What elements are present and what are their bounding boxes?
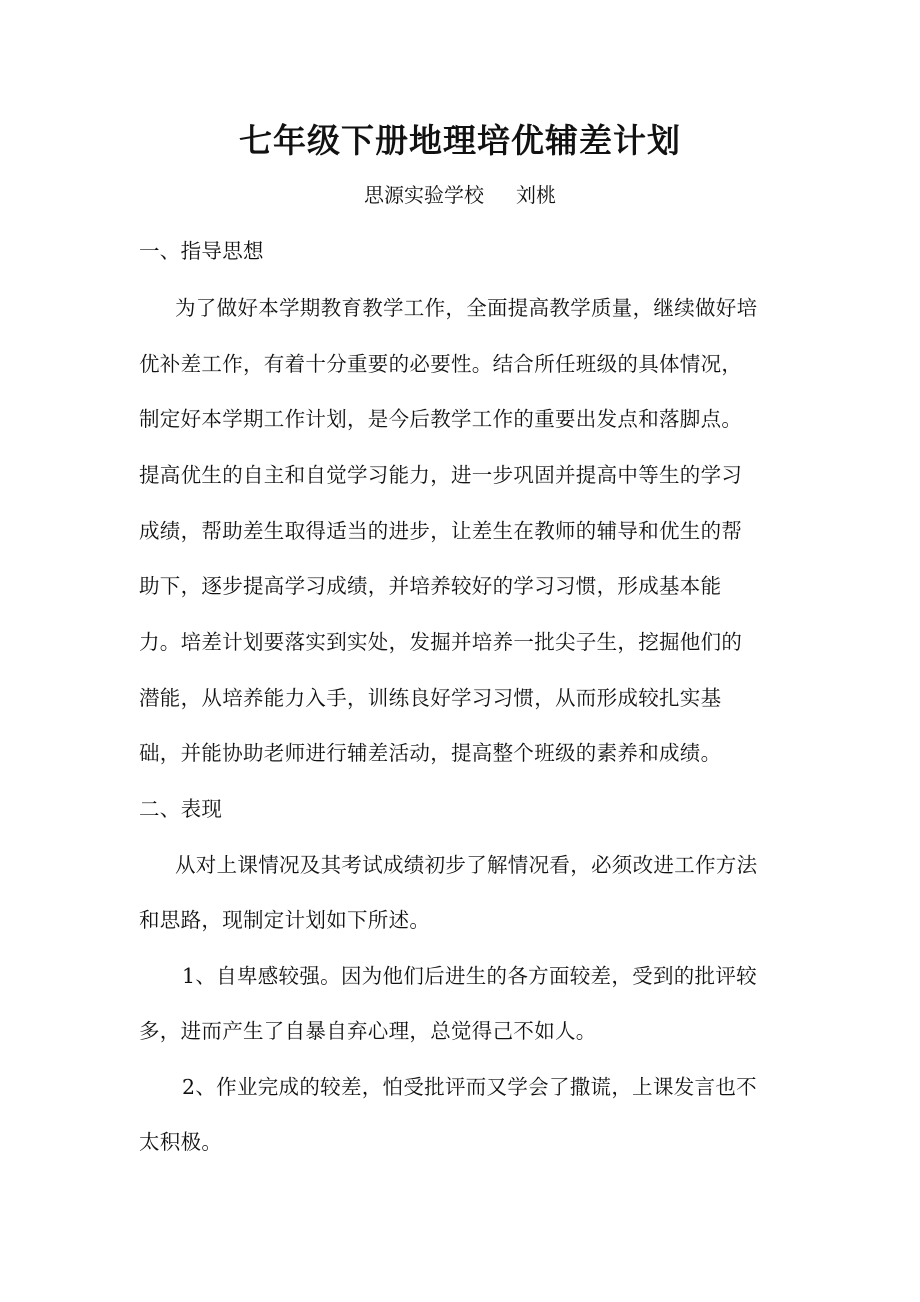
list-item-line: 太积极。 [139, 1130, 223, 1154]
paragraph-line: 成绩，帮助差生取得适当的进步，让差生在教师的辅导和优生的帮 [139, 519, 743, 543]
paragraph-line: 助下，逐步提高学习成绩，并培养较好的学习习惯，形成基本能 [139, 574, 722, 598]
list-item-line: 2、作业完成的较差，怕受批评而又学会了撒谎，上课发言也不 [182, 1075, 757, 1099]
list-item-line: 1、自卑感较强。因为他们后进生的各方面较差，受到的批评较 [182, 964, 757, 988]
paragraph-line: 础，并能协助老师进行辅差活动，提高整个班级的素养和成绩。 [139, 741, 722, 765]
list-item-line: 多，进而产生了自暴自弃心理，总觉得己不如人。 [139, 1019, 597, 1043]
paragraph-line: 和思路，现制定计划如下所述。 [139, 908, 431, 932]
paragraph-line: 为了做好本学期教育教学工作，全面提高教学质量，继续做好培 [175, 296, 758, 320]
paragraph-line: 制定好本学期工作计划，是今后教学工作的重要出发点和落脚点。 [139, 407, 743, 431]
paragraph-line: 从对上课情况及其考试成绩初步了解情况看，必须改进工作方法 [175, 853, 758, 877]
document-title: 七年级下册地理培优辅差计划 [239, 121, 681, 160]
section-heading: 一、指导思想 [139, 239, 264, 263]
author-name: 刘桃 [516, 183, 556, 207]
paragraph-line: 提高优生的自主和自觉学习能力，进一步巩固并提高中等生的学习 [139, 463, 743, 487]
paragraph-line: 优补差工作，有着十分重要的必要性。结合所任班级的具体情况， [139, 352, 743, 376]
section-heading: 二、表现 [139, 797, 223, 821]
document-subtitle [0, 180, 920, 210]
school-name: 思源实验学校 [364, 183, 484, 207]
paragraph-line: 力。培差计划要落实到实处，发掘并培养一批尖子生，挖掘他们的 [139, 630, 743, 654]
paragraph-line: 潜能，从培养能力入手，训练良好学习习惯，从而形成较扎实基 [139, 686, 722, 710]
